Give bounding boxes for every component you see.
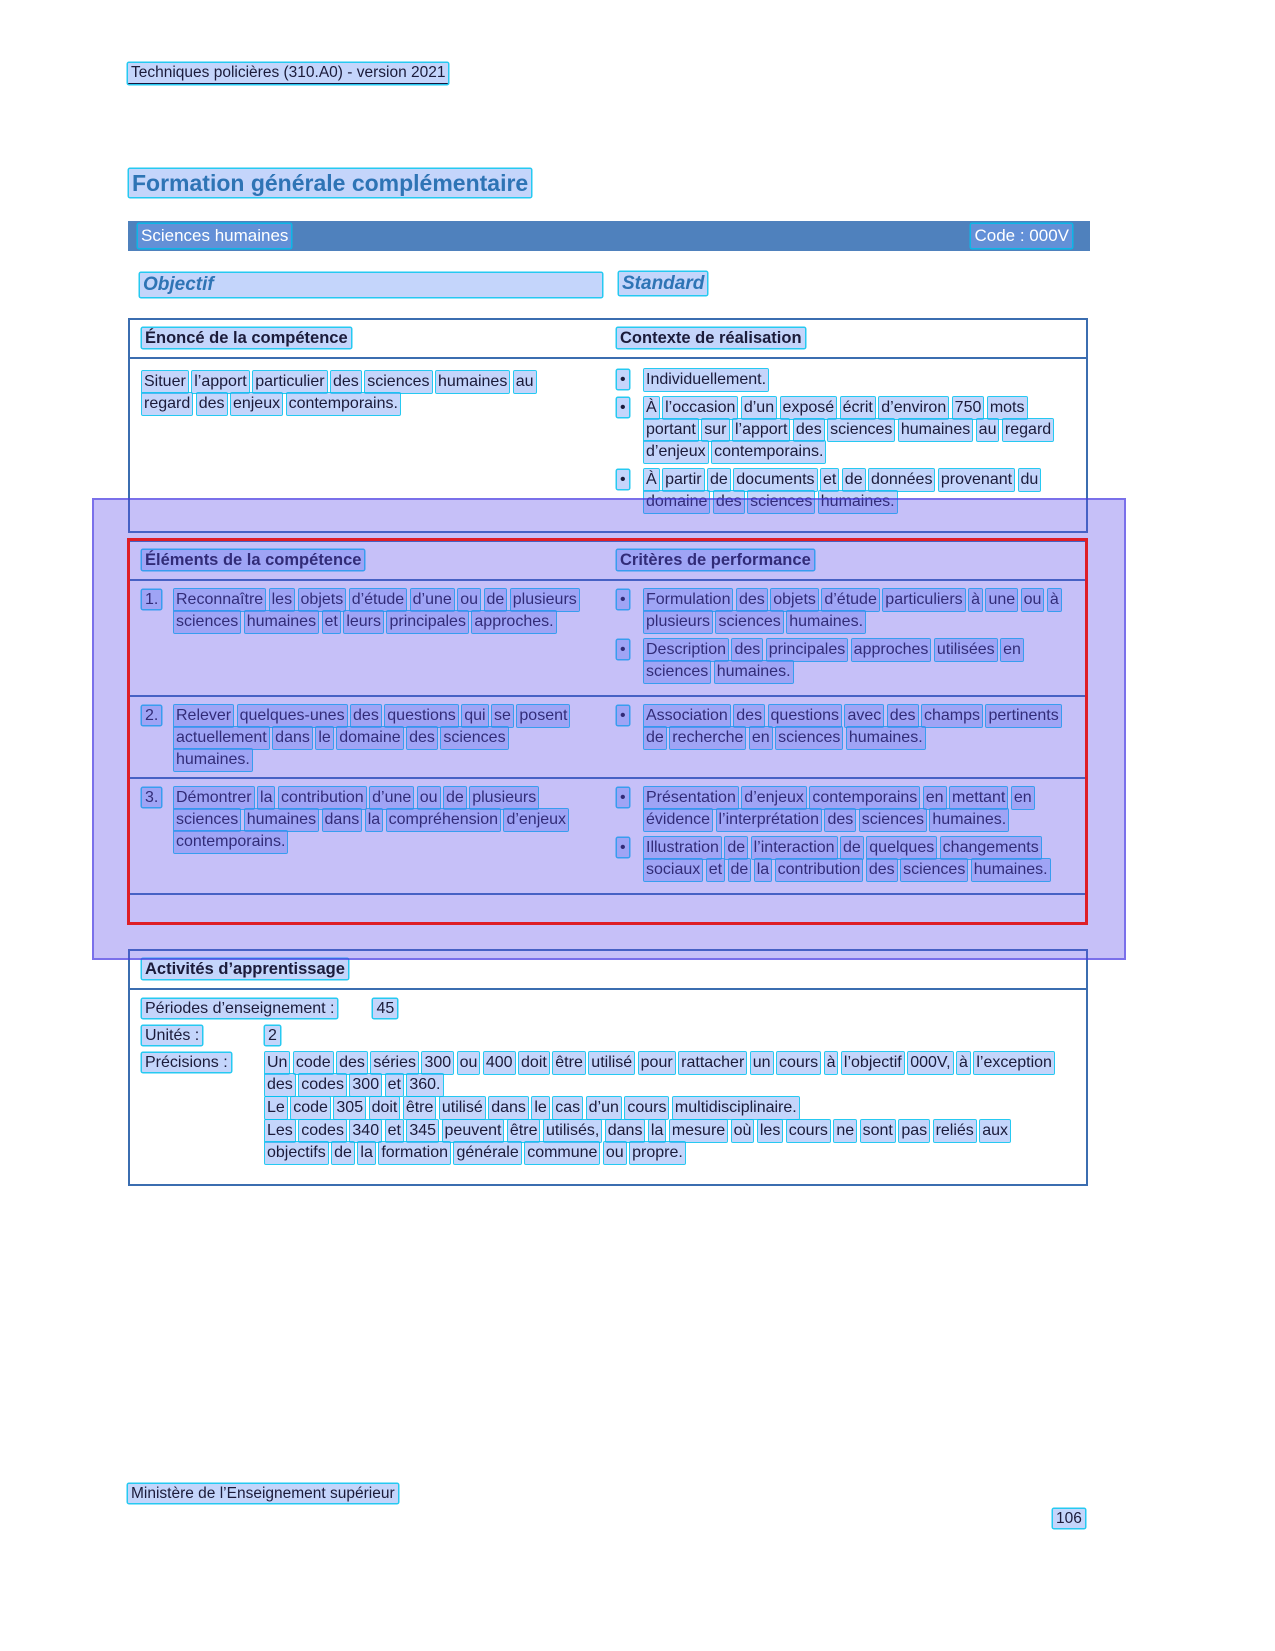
periods-row — [142, 998, 1074, 1020]
units-label-text: Unités : — [142, 1026, 202, 1045]
bullet-text: Formulation des objets d’étude particuliers à une ou à plusieurs sciences humaines. — [644, 589, 1068, 633]
heading-standard — [619, 273, 707, 295]
row-number-text: 2. — [142, 706, 161, 725]
list-item — [617, 397, 1068, 463]
competence-statement: Situer l’apport particulier des sciences humaines au regard des enjeux contemporains. — [142, 373, 536, 412]
list-item — [617, 589, 1068, 633]
list-item — [617, 469, 1068, 513]
bullet-icon: • — [617, 640, 629, 659]
periods-label-text: Périodes d’enseignement : — [142, 999, 337, 1018]
row-number — [142, 705, 174, 771]
competence-table-header — [130, 320, 1086, 359]
table-row — [130, 581, 1086, 697]
bullet-icon: • — [617, 470, 629, 489]
heading-objectif — [140, 273, 602, 297]
bullet-text: À partir de documents et de données provenant du domaine des sciences humaines. — [644, 469, 1068, 513]
elements-table — [128, 540, 1088, 895]
table-row — [130, 779, 1086, 893]
precisions-line: Le code 305 doit être utilisé dans le cas d’un cours multidisciplinaire. — [265, 1097, 1073, 1119]
element-cell — [130, 705, 605, 771]
bullet-icon: • — [617, 370, 629, 389]
competence-table — [128, 318, 1088, 533]
competence-table-body — [130, 359, 1086, 531]
header-elements: Éléments de la compétence — [142, 550, 364, 570]
header-elements-cell — [142, 549, 617, 571]
periods-value — [373, 998, 397, 1020]
section-banner — [128, 221, 1090, 251]
bullet-marker — [617, 589, 644, 633]
units-value — [265, 1025, 280, 1047]
list-item — [617, 837, 1068, 881]
header-criteres-cell — [617, 549, 814, 571]
precisions-text — [265, 1052, 1073, 1165]
bullet-marker — [617, 837, 644, 881]
bullet-marker — [617, 787, 644, 831]
list-item — [617, 639, 1068, 683]
element-text: Relever quelques-unes des questions qui se posent actuellement dans le domaine des sciences humaines. — [174, 705, 605, 771]
periods-label — [142, 998, 337, 1020]
bullet-icon: • — [617, 838, 629, 857]
page-title — [129, 172, 531, 194]
context-cell — [605, 369, 1086, 519]
page-number-text: 106 — [1053, 1509, 1085, 1528]
precisions-line: Un code des séries 300 ou 400 doit être utilisé pour rattacher un cours à l’objectif 000V, à l’exception des codes 300 et 360. — [265, 1052, 1073, 1096]
page-title-text: Formation générale complémentaire — [129, 169, 531, 197]
elements-table-header — [130, 542, 1086, 581]
header-enonce: Énoncé de la compétence — [142, 328, 351, 348]
row-number — [142, 589, 174, 689]
table-row — [130, 697, 1086, 779]
bullet-icon: • — [617, 398, 629, 417]
bullet-marker — [617, 397, 644, 463]
footer — [128, 1483, 398, 1505]
element-cell — [130, 787, 605, 887]
heading-objectif-text: Objectif — [140, 273, 602, 297]
activities-body — [130, 990, 1086, 1184]
bullet-icon: • — [617, 706, 629, 725]
units-label — [142, 1025, 265, 1047]
bullet-text: Association des questions avec des champs pertinents de recherche en sciences humaines. — [644, 705, 1068, 749]
list-item — [617, 369, 1068, 391]
header-enonce-cell — [142, 327, 617, 349]
bullet-icon: • — [617, 590, 629, 609]
bullet-text: Illustration de l’interaction de quelques changements sociaux et de la contribution des sciences humaines. — [644, 837, 1068, 881]
element-text: Démontrer la contribution d’une ou de plusieurs sciences humaines dans la compréhension d’enjeux contemporains. — [174, 787, 605, 887]
precisions-label — [142, 1052, 265, 1165]
precisions-label-text: Précisions : — [142, 1053, 231, 1072]
banner-code: Code : 000V — [971, 224, 1072, 248]
heading-standard-text: Standard — [619, 272, 707, 295]
header-contexte: Contexte de réalisation — [617, 328, 805, 348]
precisions-row — [142, 1052, 1074, 1165]
element-cell — [130, 589, 605, 689]
header-criteres: Critères de performance — [617, 550, 814, 570]
row-number-text: 1. — [142, 590, 161, 609]
bullet-marker — [617, 705, 644, 749]
periods-value-text: 45 — [373, 999, 397, 1018]
precisions-line: Les codes 340 et 345 peuvent être utilisés, dans la mesure où les cours ne sont pas reliés aux objectifs de la formation générale commune ou propre. — [265, 1120, 1073, 1164]
bullet-marker — [617, 469, 644, 513]
criteria-cell — [605, 589, 1086, 689]
row-number-text: 3. — [142, 788, 161, 807]
bullet-text: Présentation d’enjeux contemporains en mettant en évidence l’interprétation des sciences humaines. — [644, 787, 1068, 831]
running-header — [128, 62, 448, 84]
list-item — [617, 705, 1068, 749]
element-text: Reconnaître les objets d’étude d’une ou de plusieurs sciences humaines et leurs principales approches. — [174, 589, 605, 689]
bullet-marker — [617, 639, 644, 683]
running-header-text: Techniques policières (310.A0) - version 2021 — [128, 63, 448, 84]
units-value-text: 2 — [265, 1026, 280, 1045]
bullet-icon: • — [617, 788, 629, 807]
banner-subject: Sciences humaines — [138, 224, 291, 248]
bullet-text: Description des principales approches utilisées en sciences humaines. — [644, 639, 1068, 683]
activities-table — [128, 949, 1088, 1186]
criteria-cell — [605, 787, 1086, 887]
competence-statement-cell — [130, 369, 605, 519]
activities-header — [130, 951, 1086, 990]
units-row — [142, 1025, 1074, 1047]
bullet-text: À l’occasion d’un exposé écrit d’environ 750 mots portant sur l’apport des sciences humaines au regard d’enjeux contemporains. — [644, 397, 1068, 463]
footer-text: Ministère de l’Enseignement supérieur — [128, 1484, 398, 1503]
activities-title: Activités d’apprentissage — [142, 959, 348, 979]
list-item — [617, 787, 1068, 831]
bullet-text: Individuellement. — [644, 369, 1068, 391]
criteria-cell — [605, 705, 1086, 771]
row-number — [142, 787, 174, 887]
header-contexte-cell — [617, 327, 805, 349]
page-number — [1053, 1508, 1085, 1530]
bullet-marker — [617, 369, 644, 391]
